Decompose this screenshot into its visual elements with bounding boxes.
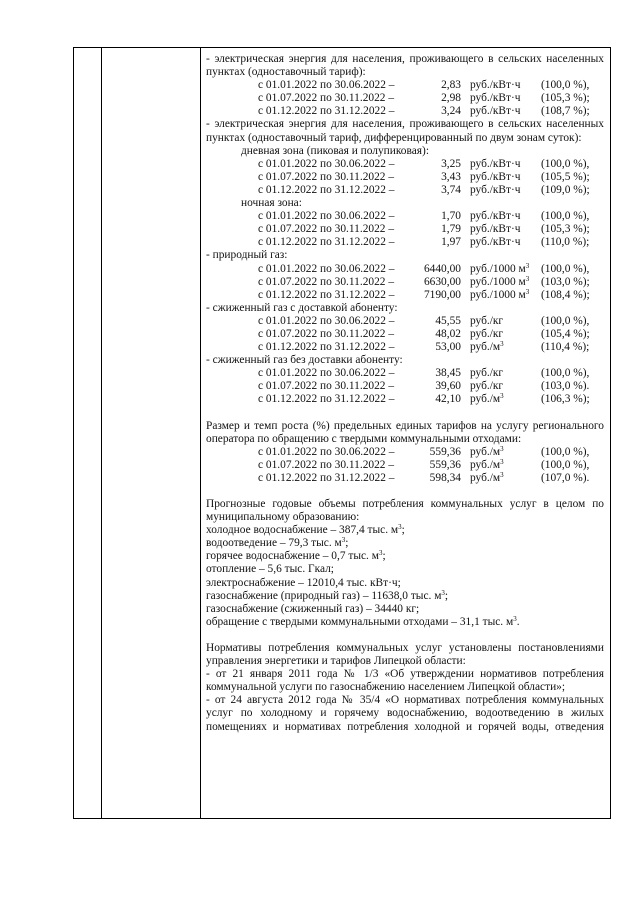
tariff-value: 2,83 [441, 79, 461, 92]
tariff-value: 42,10 [435, 393, 461, 406]
spacer [206, 485, 604, 498]
period-text: с 01.07.2022 по 30.11.2022 – [258, 170, 395, 183]
unit-text: руб./1000 м [470, 262, 526, 275]
table-bottom-border [73, 818, 611, 819]
tariff-unit [470, 105, 521, 118]
tariff-unit [470, 171, 521, 184]
unit-text: руб./кВт·ч [470, 92, 521, 105]
forecast-item [206, 524, 604, 537]
forecast-tail: ; [444, 589, 449, 602]
unit-superscript: 3 [500, 457, 504, 466]
tariff-value: 3,24 [441, 105, 461, 118]
growth-percent: (110,4 %); [541, 341, 590, 354]
unit-text: руб./кВт·ч [470, 157, 521, 170]
unit-superscript: 3 [525, 274, 530, 283]
tariff-unit [470, 393, 504, 406]
forecast-item [206, 616, 604, 629]
section-intro: - сжиженный газ без доставки абоненту: [206, 354, 403, 367]
period-text: с 01.01.2022 по 30.06.2022 – [258, 210, 395, 223]
tariff-row [206, 341, 604, 354]
unit-text: руб./кВт·ч [470, 236, 521, 249]
period-text: с 01.12.2022 по 31.12.2022 – [258, 183, 395, 196]
unit-text: руб./м [470, 458, 501, 471]
forecast-item [206, 603, 604, 616]
unit-superscript: 3 [500, 340, 504, 349]
tariff-value: 48,02 [435, 327, 461, 340]
forecast-item [206, 590, 604, 603]
table-col-border [101, 47, 102, 819]
tariff-row [206, 328, 604, 341]
unit-text: руб./м [470, 341, 501, 354]
tariff-unit [470, 236, 521, 249]
growth-percent: (103,0 %). [541, 380, 590, 393]
period-text: с 01.12.2022 по 31.12.2022 – [258, 236, 395, 249]
unit-text: руб./кг [470, 314, 504, 327]
period-text: с 01.07.2022 по 30.11.2022 – [258, 275, 395, 288]
forecast-tail: ; [401, 524, 405, 537]
tariff-row [206, 315, 604, 328]
tariff-unit [470, 92, 521, 105]
tariff-row [206, 92, 604, 105]
growth-percent: (105,4 %); [541, 327, 590, 340]
zone-label: дневная зона (пиковая и полупиковая): [241, 144, 429, 157]
tariff-value: 3,25 [441, 157, 461, 170]
tariff-unit [470, 472, 504, 485]
spacer [206, 629, 604, 642]
tariff-row [206, 367, 604, 380]
growth-percent: (100,0 %), [541, 314, 590, 327]
tariff-row [206, 223, 604, 236]
growth-percent: (105,3 %); [541, 92, 590, 105]
growth-percent: (100,0 %), [541, 458, 590, 471]
growth-percent: (110,0 %); [541, 236, 590, 249]
forecast-text: горячее водоснабжение – 0,7 тыс. м [206, 550, 379, 563]
table-col-border [610, 47, 611, 819]
period-text: с 01.12.2022 по 31.12.2022 – [258, 341, 395, 354]
tariff-unit [470, 289, 529, 302]
tariff-row [206, 79, 604, 92]
period-text: с 01.07.2022 по 30.11.2022 – [258, 327, 395, 340]
tariff-unit [470, 367, 503, 380]
tariff-unit [470, 380, 503, 393]
period-text: с 01.12.2022 по 31.12.2022 – [258, 471, 395, 484]
growth-percent: (103,0 %); [541, 275, 590, 288]
tariff-value: 1,70 [441, 210, 461, 223]
tariff-value: 45,55 [435, 314, 461, 327]
unit-text: руб./1000 м [470, 288, 526, 301]
period-text: с 01.07.2022 по 30.11.2022 – [258, 380, 395, 393]
period-text: с 01.07.2022 по 30.11.2022 – [258, 223, 395, 236]
forecast-text: водоотведение – 79,3 тыс. м [206, 537, 342, 550]
growth-percent: (100,0 %), [541, 367, 590, 380]
forecast-text: электроснабжение – 12010,4 тыс. кВт·ч; [206, 576, 401, 589]
tariff-unit [470, 341, 504, 354]
unit-superscript: 3 [525, 261, 530, 270]
tariff-row [206, 236, 604, 249]
unit-text: руб./кВт·ч [470, 170, 521, 183]
table-col-border [200, 47, 201, 819]
tariff-row [206, 171, 604, 184]
period-text: с 01.01.2022 по 30.06.2022 – [258, 157, 395, 170]
period-text: с 01.01.2022 по 30.06.2022 – [258, 262, 395, 275]
period-text: с 01.07.2022 по 30.11.2022 – [258, 458, 395, 471]
tariff-row [206, 158, 604, 171]
tariff-value: 1,97 [441, 236, 461, 249]
forecast-item [206, 537, 604, 550]
unit-superscript: 3 [500, 392, 504, 401]
period-text: с 01.01.2022 по 30.06.2022 – [258, 79, 395, 92]
tariff-value: 1,79 [441, 223, 461, 236]
unit-text: руб./м [470, 445, 501, 458]
growth-percent: (100,0 %), [541, 445, 590, 458]
zone-label: ночная зона: [241, 197, 302, 210]
tariff-value: 3,43 [441, 170, 461, 183]
unit-text: руб./1000 м [470, 275, 526, 288]
norms-item: - от 21 января 2011 года № 1/3 «Об утверждении нормативов потребления коммунальной услуги по газоснабжению населением Липецкой области»; [206, 668, 604, 694]
tariff-unit [470, 210, 521, 223]
tariff-value: 6630,00 [423, 275, 461, 288]
tariff-unit [470, 79, 521, 92]
unit-superscript: 3 [441, 588, 445, 597]
period-text: с 01.01.2022 по 30.06.2022 – [258, 367, 395, 380]
forecast-item [206, 577, 604, 590]
unit-superscript: 3 [341, 536, 346, 545]
tariff-unit [470, 276, 529, 289]
section-intro: - электрическая энергия для населения, проживающего в сельских населенных пунктах (одноставочный тариф): [206, 53, 604, 79]
unit-superscript: 3 [525, 287, 530, 296]
tariff-value: 559,36 [429, 458, 461, 471]
tariff-paragraph: Размер и темп роста (%) предельных единых тарифов на услугу регионального оператора по обращению с твердыми коммунальными отходами: [206, 419, 604, 445]
unit-text: руб./кг [470, 367, 504, 380]
spacer [206, 407, 604, 420]
tariff-value: 7190,00 [423, 288, 461, 301]
period-text: с 01.07.2022 по 30.11.2022 – [258, 92, 395, 105]
section-intro: - сжиженный газ с доставкой абоненту: [206, 301, 398, 314]
tariff-unit [470, 328, 503, 341]
tariff-value: 39,60 [435, 380, 461, 393]
unit-text: руб./кВт·ч [470, 105, 521, 118]
forecast-text: обращение с твердыми коммунальными отходами – 31,1 тыс. м [206, 615, 514, 628]
tariff-value: 559,36 [429, 445, 461, 458]
period-text: с 01.01.2022 по 30.06.2022 – [258, 445, 395, 458]
growth-percent: (107,0 %). [541, 471, 590, 484]
growth-percent: (100,0 %), [541, 157, 590, 170]
period-text: с 01.12.2022 по 31.12.2022 – [258, 288, 395, 301]
unit-text: руб./кВт·ч [470, 210, 521, 223]
forecast-tail: . [516, 615, 520, 628]
growth-percent: (109,0 %); [541, 183, 590, 196]
table-col-border [73, 47, 74, 819]
tariff-value: 2,98 [441, 92, 461, 105]
tariff-row [206, 380, 604, 393]
tariff-unit [470, 223, 521, 236]
tariff-value: 3,74 [441, 183, 461, 196]
unit-text: руб./кВт·ч [470, 79, 521, 92]
norms-paragraph: Нормативы потребления коммунальных услуг установлены постановлениями управления энергетики и тарифов Липецкой области: [206, 641, 604, 668]
growth-percent: (105,3 %); [541, 223, 590, 236]
unit-text: руб./м [470, 393, 501, 406]
period-text: с 01.12.2022 по 31.12.2022 – [258, 105, 395, 118]
tariff-row [206, 263, 604, 276]
tariff-row [206, 289, 604, 302]
forecast-tail: ; [345, 537, 349, 550]
growth-percent: (105,5 %); [541, 170, 590, 183]
forecast-text: холодное водоснабжение – 387,4 тыс. м [206, 524, 399, 537]
unit-superscript: 3 [398, 523, 402, 532]
period-text: с 01.12.2022 по 31.12.2022 – [258, 393, 395, 406]
tariff-row [206, 105, 604, 118]
tariff-unit [470, 158, 521, 171]
unit-text: руб./кВт·ч [470, 223, 521, 236]
tariff-row [206, 446, 604, 459]
section-intro: - природный газ: [206, 249, 288, 262]
tariff-value: 53,00 [435, 341, 461, 354]
forecast-paragraph: Прогнозные годовые объемы потребления коммунальных услуг в целом по муниципальному образованию: [206, 498, 604, 524]
table-content-cell [206, 53, 604, 734]
norms-item: - от 24 августа 2012 года № 35/4 «О нормативах потребления коммунальных услуг по холодному и горячему водоснабжению, водоотведению в жилых помещениях и нормативах потребления холодной и горячей воды, отведения [206, 694, 604, 733]
growth-percent: (100,0 %), [541, 210, 590, 223]
unit-superscript: 3 [378, 549, 383, 558]
forecast-item [206, 550, 604, 563]
tariff-unit [470, 263, 529, 276]
unit-superscript: 3 [500, 470, 504, 479]
growth-percent: (106,3 %); [541, 393, 590, 406]
unit-superscript: 3 [500, 444, 504, 453]
tariff-unit [470, 184, 521, 197]
tariff-value: 598,34 [429, 471, 461, 484]
growth-percent: (100,0 %), [541, 262, 590, 275]
unit-text: руб./кг [470, 327, 504, 340]
unit-superscript: 3 [513, 614, 517, 623]
tariff-value: 38,45 [435, 367, 461, 380]
period-text: с 01.01.2022 по 30.06.2022 – [258, 314, 395, 327]
growth-percent: (108,7 %); [541, 105, 590, 118]
table-top-border [73, 47, 611, 48]
unit-text: руб./кг [470, 380, 504, 393]
growth-percent: (100,0 %), [541, 79, 590, 92]
table-frame [73, 47, 611, 819]
tariff-row [206, 393, 604, 406]
forecast-tail: ; [382, 550, 386, 563]
forecast-text: газоснабжение (природный газ) – 11638,0 тыс. м [206, 589, 442, 602]
forecast-item [206, 563, 604, 576]
tariff-unit [470, 459, 504, 472]
tariff-row [206, 472, 604, 485]
tariff-row [206, 276, 604, 289]
forecast-text: отопление – 5,6 тыс. Гкал; [206, 563, 334, 576]
tariff-row [206, 210, 604, 223]
tariff-row [206, 184, 604, 197]
growth-percent: (108,4 %); [541, 288, 590, 301]
tariff-row [206, 459, 604, 472]
forecast-text: газоснабжение (сжиженный газ) – 34440 кг; [206, 602, 420, 615]
unit-text: руб./кВт·ч [470, 183, 521, 196]
section-intro: - электрическая энергия для населения, проживающего в сельских населенных пунктах (одноставочный тариф, дифференцированный по двум зонам суток): [206, 118, 604, 144]
tariff-value: 6440,00 [423, 262, 461, 275]
unit-text: руб./м [470, 471, 501, 484]
tariff-unit [470, 446, 504, 459]
tariff-unit [470, 315, 503, 328]
